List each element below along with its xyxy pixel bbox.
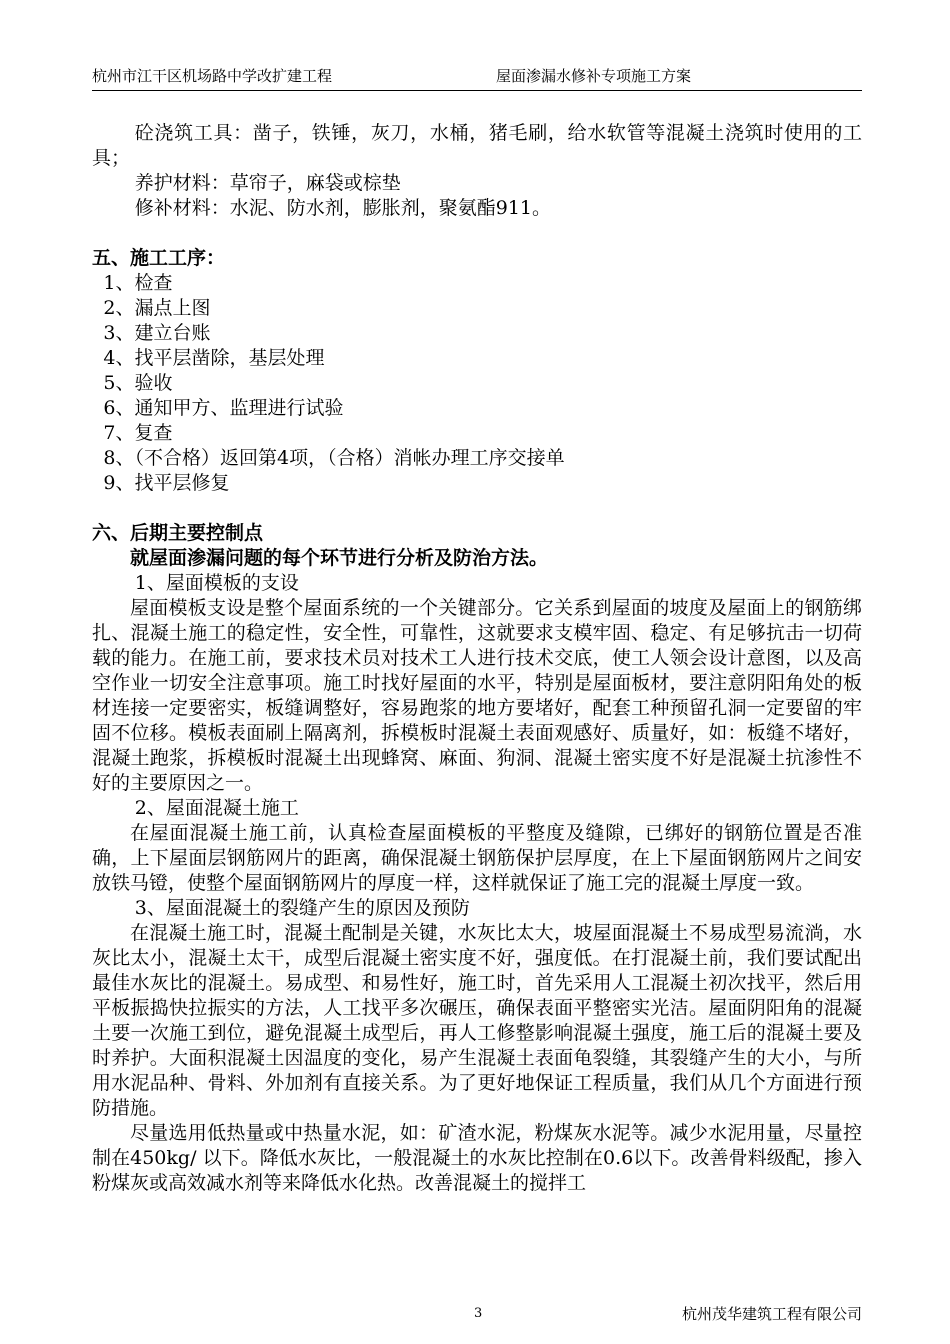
tools-paragraph: 砼浇筑工具：凿子，铁锤，灰刀，水桶，猪毛刷，给水软管等混凝土浇筑时使用的工具；	[92, 122, 862, 169]
header-document-title: 屋面渗漏水修补专项施工方案	[496, 67, 692, 85]
page-header	[92, 66, 862, 91]
document-body	[92, 121, 862, 1196]
curing-materials: 养护材料：草帘子，麻袋或棕垫	[134, 172, 401, 194]
step-item: 9、找平层修复	[103, 472, 230, 494]
step-item: 8、（不合格）返回第4项，（合格）消帐办理工序交接单	[103, 447, 565, 469]
item1-body: 屋面模板支设是整个屋面系统的一个关键部分。它关系到屋面的坡度及屋面上的钢筋绑扎、混凝土施工的稳定性，安全性，可靠性，这就要求支模牢固、稳定、有足够抗击一切荷载的能力。在施工前，要求技术员对技术工人进行技术交底，使工人领会设计意图，以及高空作业一切安全注意事项。施工时找好屋面的水平，特别是屋面板材，要注意阴阳角处的板材连接一定要密实，板缝调整好，容易跑浆的地方要堵好，配套工种预留孔洞一定要留的牢固不位移。模板表面刷上隔离剂，拆模板时混凝土表面观感好、质量好，如：板缝不堵好，混凝土跑浆，拆模板时混凝土出现蜂窝、麻面、狗洞、混凝土密实度不好是混凝土抗渗性不好的主要原因之一。	[92, 597, 862, 794]
section6-title: 六、后期主要控制点	[92, 522, 264, 544]
step-item: 3、建立台账	[103, 322, 211, 344]
item3-title: 3、屋面混凝土的裂缝产生的原因及预防	[134, 897, 470, 919]
item3-body: 在混凝土施工时，混凝土配制是关键，水灰比太大，坡屋面混凝土不易成型易流淌，水灰比太小，混凝土太干，成型后混凝土密实度不好，强度低。在打混凝土前，我们要试配出最佳水灰比的混凝土。易成型、和易性好，施工时，首先采用人工混凝土初次找平，然后用平板振捣快拉振实的方法，人工找平多次碾压，确保表面平整密实光洁。屋面阴阳角的混凝土要一次施工到位，避免混凝土成型后，再人工修整影响混凝土强度，施工后的混凝土要及时养护。大面积混凝土因温度的变化，易产生混凝土表面龟裂缝，其裂缝产生的大小，与所用水泥品种、骨料、外加剂有直接关系。为了更好地保证工程质量，我们从几个方面进行预防措施。	[92, 922, 862, 1119]
repair-materials: 修补材料：水泥、防水剂，膨胀剂，聚氨酯911。	[134, 197, 552, 219]
step-item: 6、通知甲方、监理进行试验	[103, 397, 344, 419]
header-project-name: 杭州市江干区机场路中学改扩建工程	[92, 67, 333, 85]
step-item: 2、漏点上图	[103, 297, 211, 319]
footer-company: 杭州茂华建筑工程有限公司	[681, 1305, 862, 1323]
step-item: 7、复查	[103, 422, 173, 444]
item2-title: 2、屋面混凝土施工	[134, 797, 299, 819]
item1-title: 1、屋面模板的支设	[134, 572, 299, 594]
item2-body: 在屋面混凝土施工前，认真检查屋面模板的平整度及缝隙，已绑好的钢筋位置是否准确，上下屋面层钢筋网片的距离，确保混凝土钢筋保护层厚度，在上下屋面钢筋网片之间安放铁马镫，使整个屋面钢筋网片的厚度一样，这样就保证了施工完的混凝土厚度一致。	[92, 822, 862, 894]
step-item: 1、检查	[103, 272, 173, 294]
section5-title: 五、施工工序：	[92, 247, 226, 269]
page-number: 3	[474, 1306, 483, 1321]
step-item: 5、验收	[103, 372, 173, 394]
item3-body-continued: 尽量选用低热量或中热量水泥，如：矿渣水泥，粉煤灰水泥等。减少水泥用量，尽量控制在450kg/ 以下。降低水灰比，一般混凝土的水灰比控制在0.6以下。改善骨料级配，掺入粉煤灰或高效减水剂等来降低水化热。改善混凝土的搅拌工	[92, 1122, 862, 1194]
section6-subtitle: 就屋面渗漏问题的每个环节进行分析及防治方法。	[130, 547, 549, 569]
step-item: 4、找平层凿除，基层处理	[103, 347, 325, 369]
